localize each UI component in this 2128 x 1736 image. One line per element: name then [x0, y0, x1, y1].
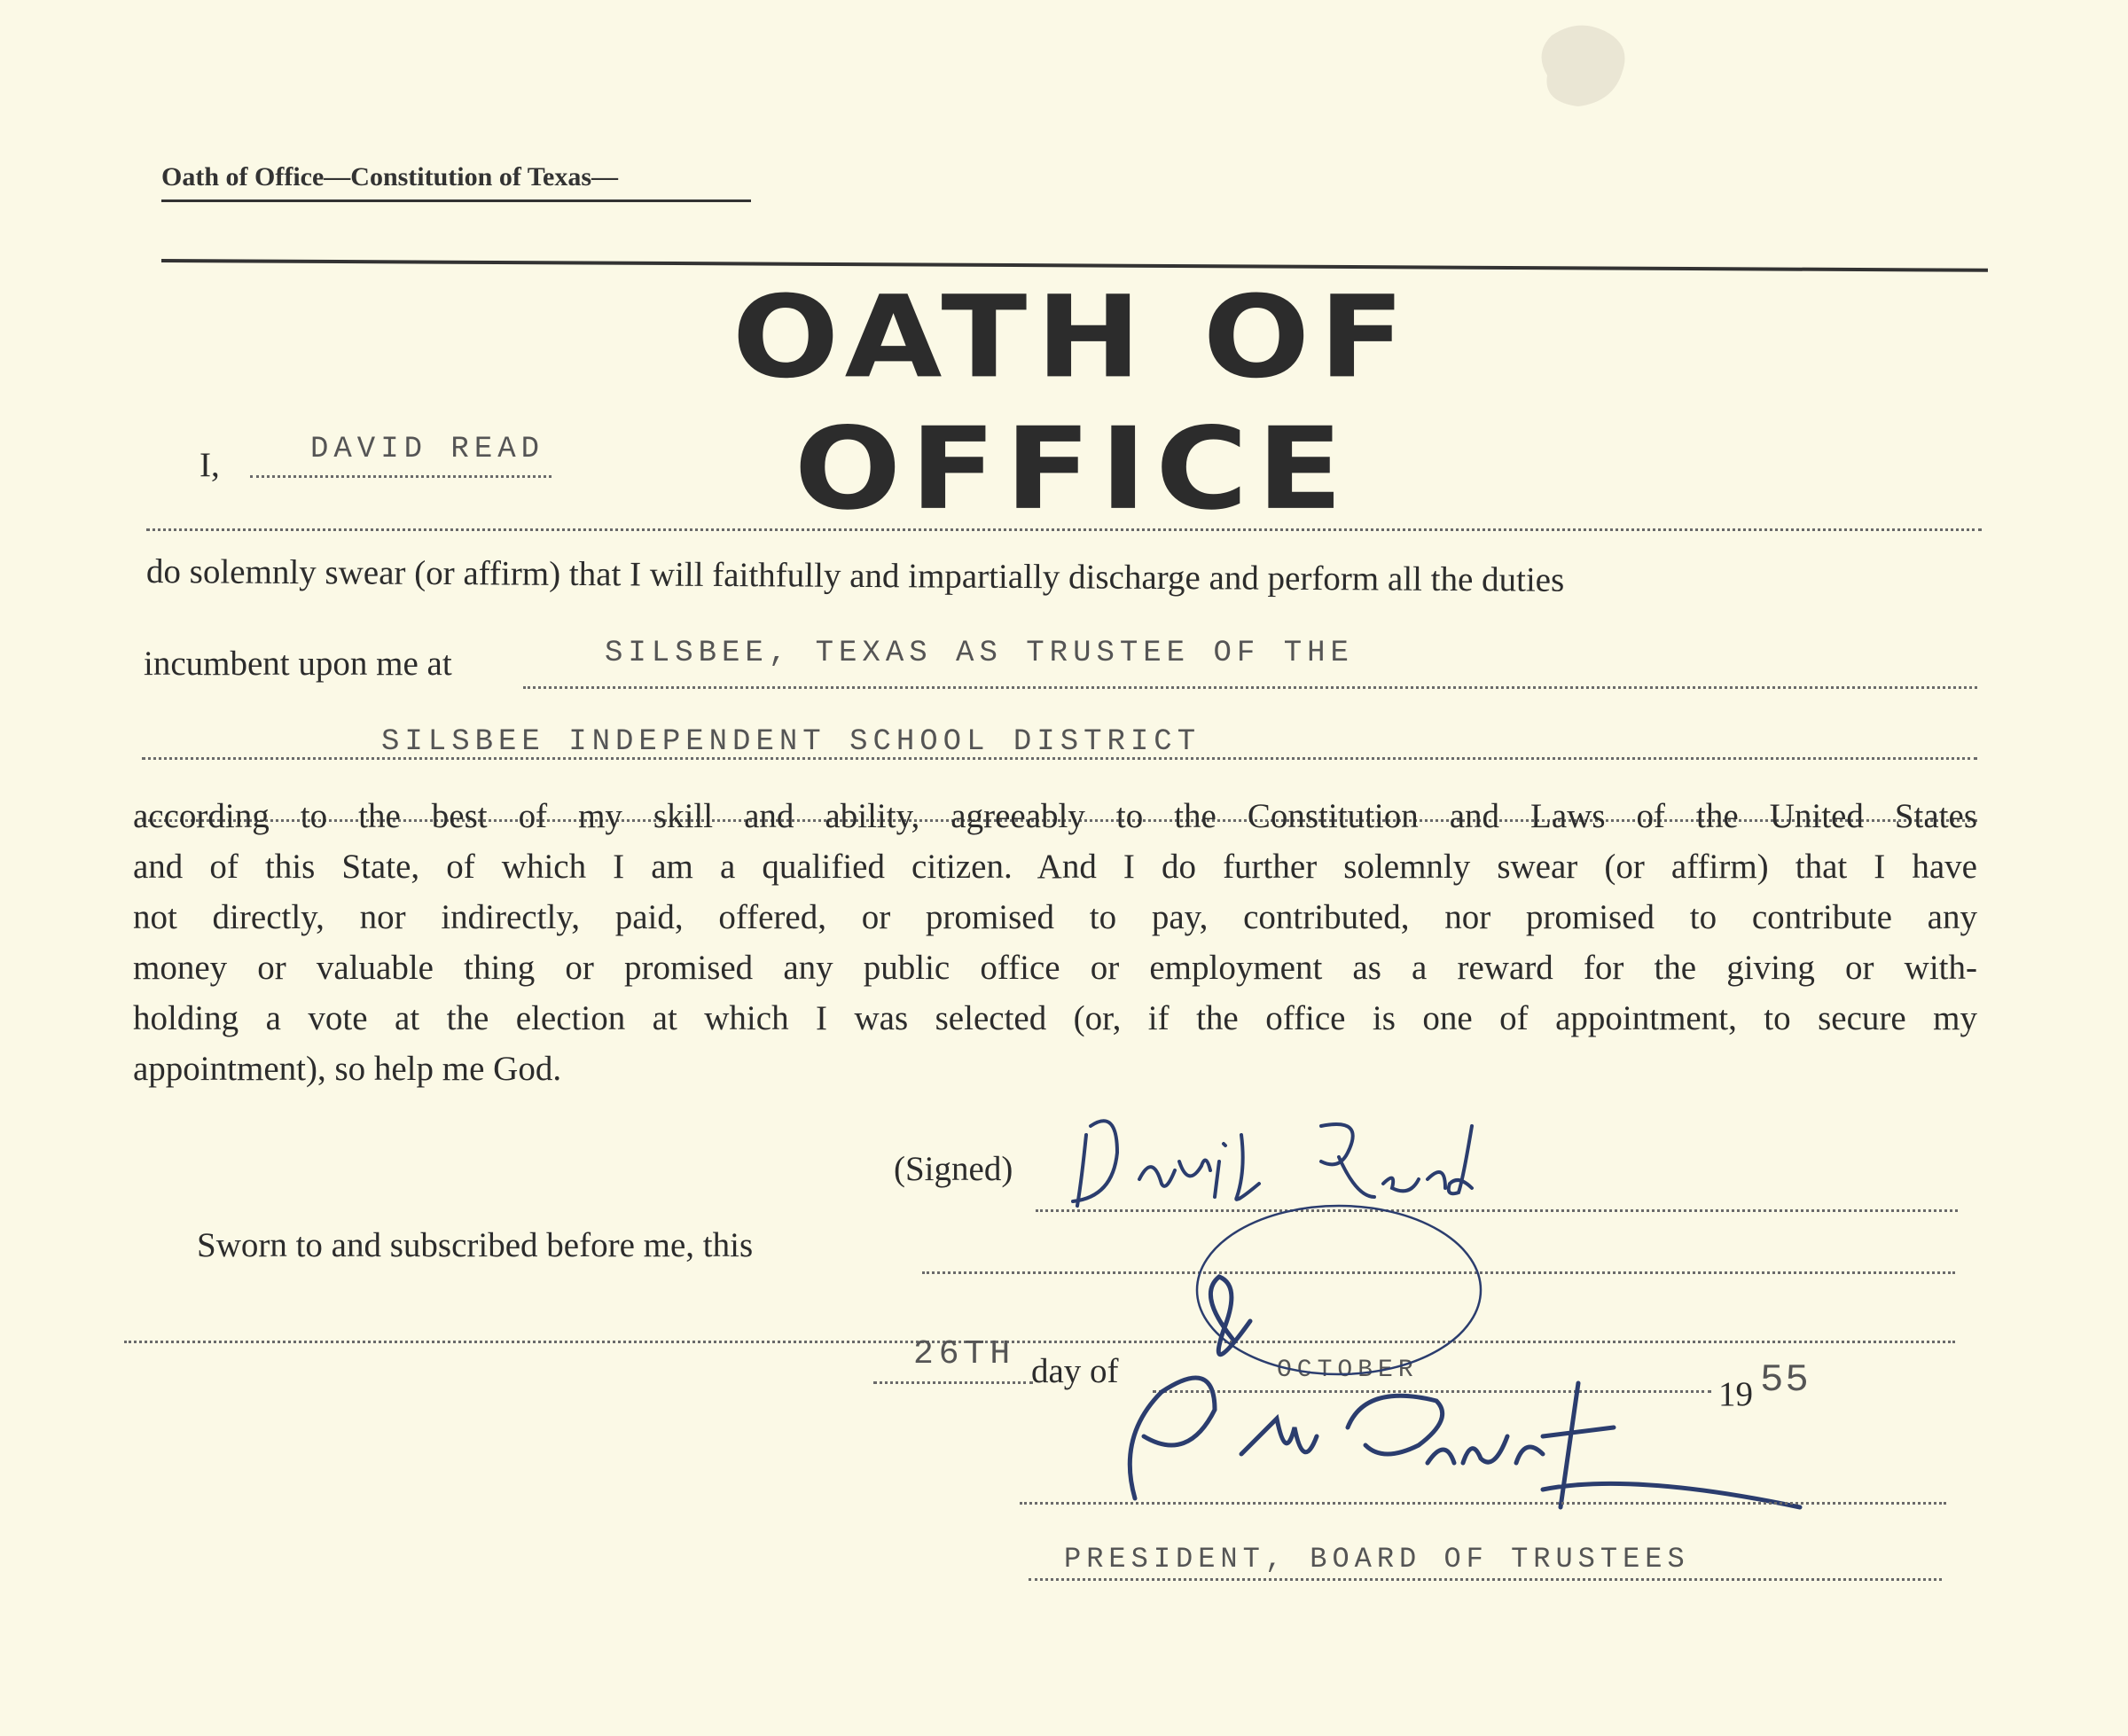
- pronoun-label: I,: [200, 446, 220, 484]
- month-value: OCTOBER: [1277, 1357, 1419, 1384]
- paragraph-line: not directly, nor indirectly, paid, offered, or promised to pay, contributed, nor promised to contribute any: [133, 898, 1977, 936]
- incumbent-label: incumbent upon me at: [144, 645, 452, 683]
- page-title: OATH OF OFFICE: [732, 271, 1414, 536]
- location-dots: [523, 686, 1977, 689]
- day-value: 26TH: [913, 1335, 1016, 1373]
- officer-title-value: PRESIDENT, BOARD OF TRUSTEES: [1064, 1543, 1690, 1576]
- header-underline: [161, 199, 751, 202]
- oath-taker-signature: [1055, 1099, 1534, 1224]
- name-dots: [250, 475, 552, 478]
- name-dots-line2: [146, 528, 1982, 531]
- paragraph-line: holding a vote at the election at which I was selected (or, if the office is one of appointment, to secure my: [133, 999, 1977, 1037]
- paragraph-line: according to the best of my skill and ability, agreeably to the Constitution and Laws of the United States: [133, 797, 1977, 835]
- officer-signature-dots: [1020, 1502, 1946, 1505]
- year-prefix: 19: [1718, 1375, 1753, 1413]
- year-suffix: 55: [1760, 1358, 1811, 1403]
- form-header: Oath of Office—Constitution of Texas—: [161, 162, 619, 192]
- officer-signature: [1011, 1206, 1844, 1525]
- officer-title-dots: [1029, 1578, 1942, 1581]
- tape-residue: [1525, 18, 1649, 115]
- day-dots: [873, 1381, 1033, 1384]
- signed-label: (Signed): [894, 1150, 1013, 1188]
- district-dots: [142, 757, 1977, 760]
- sworn-label: Sworn to and subscribed before me, this: [197, 1226, 754, 1264]
- paragraph-line: money or valuable thing or promised any public office or employment as a reward for the giving or with-: [133, 949, 1977, 987]
- paragraph-line: and of this State, of which I am a qualified citizen. And I do further solemnly swear (or affirm) that I have: [133, 848, 1977, 886]
- paragraph-line: appointment), so help me God.: [133, 1050, 562, 1088]
- top-rule: [161, 259, 1988, 272]
- name-value: DAVID READ: [310, 433, 545, 466]
- swear-line: do solemnly swear (or affirm) that I will faithfully and impartially discharge and perform all the duties: [145, 552, 1565, 599]
- oath-paragraph: [133, 791, 1977, 1094]
- day-of-label: day of: [1031, 1352, 1119, 1390]
- district-value: SILSBEE INDEPENDENT SCHOOL DISTRICT: [381, 725, 1201, 759]
- location-value: SILSBEE, TEXAS AS TRUSTEE OF THE: [605, 637, 1354, 670]
